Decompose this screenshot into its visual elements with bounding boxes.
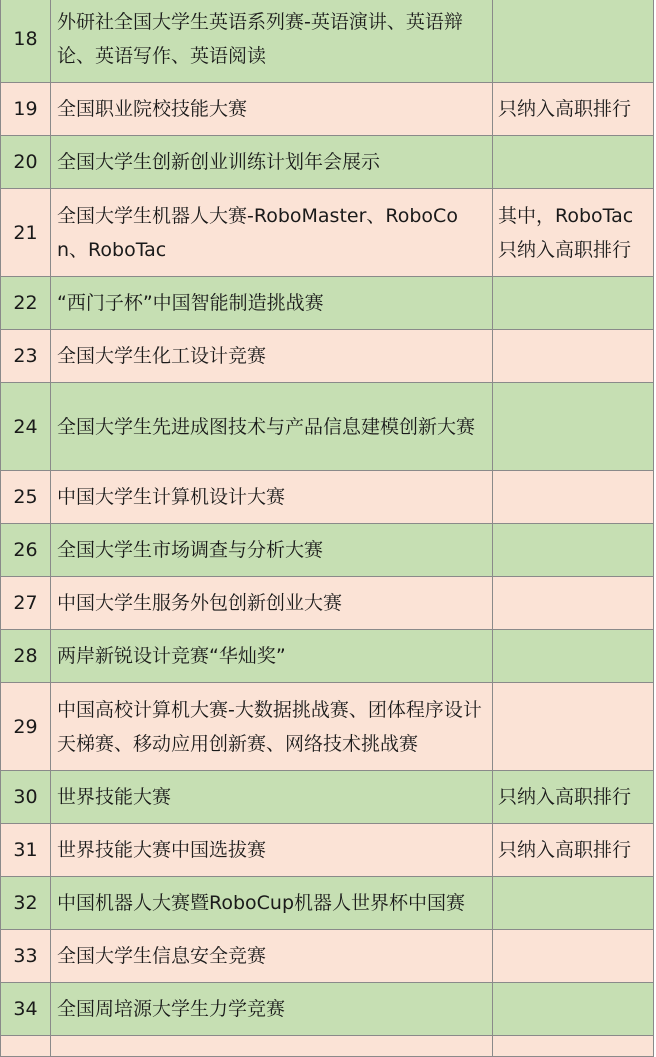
competition-name: 中国大学生服务外包创新创业大赛 [51, 577, 493, 630]
ranking-note [493, 577, 654, 630]
competition-name: 全国大学生信息安全竞赛 [51, 930, 493, 983]
table-row [1, 136, 654, 189]
table-row [1, 771, 654, 824]
row-number: 22 [1, 277, 51, 330]
ranking-note: 只纳入高职排行 [493, 83, 654, 136]
ranking-note: 只纳入高职排行 [493, 824, 654, 877]
competition-name: 全国大学生化工设计竞赛 [51, 330, 493, 383]
table-row [1, 471, 654, 524]
table-row [1, 683, 654, 771]
row-number: 18 [1, 0, 51, 83]
row-number: 33 [1, 930, 51, 983]
competition-name: 中国高校计算机大赛-大数据挑战赛、团体程序设计天梯赛、移动应用创新赛、网络技术挑战赛 [51, 683, 493, 771]
table-row [1, 930, 654, 983]
row-number: 21 [1, 189, 51, 277]
row-number: 20 [1, 136, 51, 189]
competition-name: “西门子杯”中国智能制造挑战赛 [51, 277, 493, 330]
table-row [1, 83, 654, 136]
empty-cell [1, 1036, 51, 1057]
competition-name: 外研社全国大学生英语系列赛-英语演讲、英语辩论、英语写作、英语阅读 [51, 0, 493, 83]
ranking-note [493, 330, 654, 383]
ranking-note [493, 471, 654, 524]
row-number: 27 [1, 577, 51, 630]
row-number: 23 [1, 330, 51, 383]
competition-name: 全国职业院校技能大赛 [51, 83, 493, 136]
row-number: 26 [1, 524, 51, 577]
table-row [1, 577, 654, 630]
table-row [1, 983, 654, 1036]
competition-name: 全国大学生创新创业训练计划年会展示 [51, 136, 493, 189]
ranking-note [493, 524, 654, 577]
row-number: 34 [1, 983, 51, 1036]
table-row [1, 383, 654, 471]
competition-name: 全国大学生机器人大赛-RoboMaster、RoboCon、RoboTac [51, 189, 493, 277]
ranking-note: 其中，RoboTac只纳入高职排行 [493, 189, 654, 277]
table-row [1, 0, 654, 83]
ranking-note [493, 630, 654, 683]
row-number: 19 [1, 83, 51, 136]
competition-name: 中国大学生计算机设计大赛 [51, 471, 493, 524]
row-number: 25 [1, 471, 51, 524]
table-row [1, 189, 654, 277]
empty-cell [493, 1036, 654, 1057]
competition-name: 全国大学生先进成图技术与产品信息建模创新大赛 [51, 383, 493, 471]
table-row [1, 630, 654, 683]
table-row [1, 824, 654, 877]
ranking-note [493, 383, 654, 471]
competition-name: 全国周培源大学生力学竞赛 [51, 983, 493, 1036]
table-row [1, 277, 654, 330]
competition-name: 两岸新锐设计竞赛“华灿奖” [51, 630, 493, 683]
competition-name: 全国大学生市场调查与分析大赛 [51, 524, 493, 577]
row-number: 29 [1, 683, 51, 771]
ranking-note [493, 277, 654, 330]
competition-name: 世界技能大赛中国选拔赛 [51, 824, 493, 877]
ranking-note [493, 877, 654, 930]
ranking-note: 只纳入高职排行 [493, 771, 654, 824]
table-row [1, 524, 654, 577]
row-number: 28 [1, 630, 51, 683]
row-number: 32 [1, 877, 51, 930]
table-row-partial [1, 1036, 654, 1057]
competition-name: 中国机器人大赛暨RoboCup机器人世界杯中国赛 [51, 877, 493, 930]
ranking-note [493, 0, 654, 83]
row-number: 30 [1, 771, 51, 824]
competition-table-body [1, 0, 654, 1057]
competition-name: 世界技能大赛 [51, 771, 493, 824]
ranking-note [493, 930, 654, 983]
ranking-note [493, 983, 654, 1036]
row-number: 31 [1, 824, 51, 877]
row-number: 24 [1, 383, 51, 471]
ranking-note [493, 683, 654, 771]
ranking-note [493, 136, 654, 189]
empty-cell [51, 1036, 493, 1057]
table-row [1, 877, 654, 930]
table-row [1, 330, 654, 383]
